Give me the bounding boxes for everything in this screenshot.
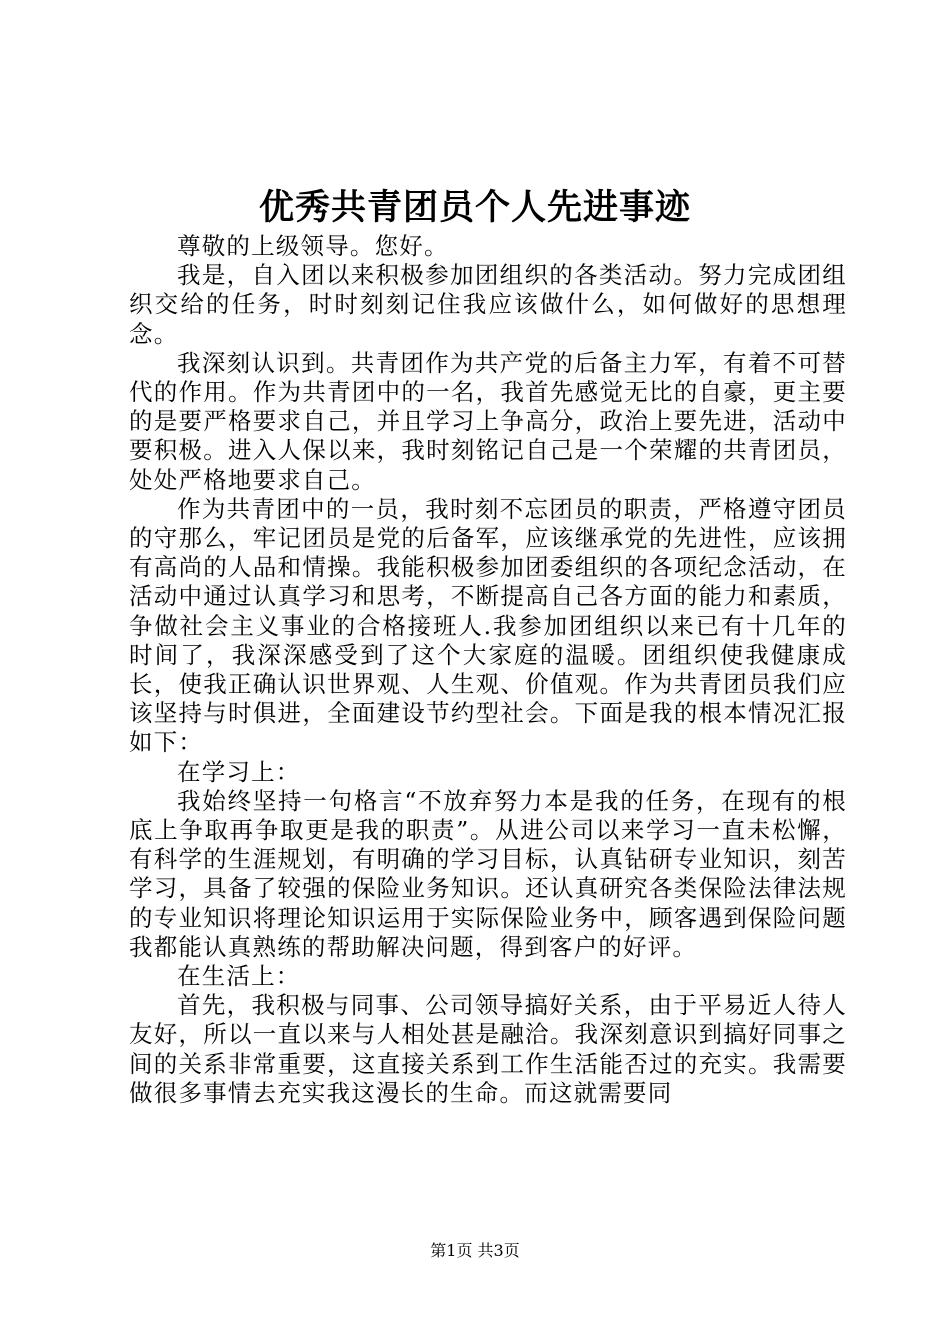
- page-number-footer: 第1页 共3页: [430, 1241, 520, 1260]
- paragraph-greeting: 尊敬的上级领导。您好。: [177, 232, 449, 260]
- document-body: [129, 232, 847, 1108]
- document-title: 优秀共青团员个人先进事迹: [258, 187, 691, 228]
- section-heading-life: 在生活上：: [177, 962, 301, 991]
- paragraph-intro: 我是，自入团以来积极参加团组织的各类活动。努力完成团组织交给的任务，时时刻刻记住我应该做什么，如何做好的思想理念。: [129, 261, 847, 348]
- paragraph-duties: 作为共青团中的一员，我时刻不忘团员的职责，严格遵守团员的守那么，牢记团员是党的后备军，应该继承党的先进性，应该拥有高尚的人品和情操。我能积极参加团委组织的各项纪念活动，在活动中通过认真学习和思考，不断提高自己各方面的能力和素质，争做社会主义事业的合格接班人.我参加团组织以来已有十几年的时间了，我深深感受到了这个大家庭的温暖。团组织使我健康成长，使我正确认识世界观、人生观、价值观。作为共青团员我们应该坚持与时俱进，全面建设节约型社会。下面是我的根本情况汇报如下：: [129, 494, 847, 757]
- paragraph-understanding: 我深刻认识到。共青团作为共产党的后备主力军，有着不可替代的作用。作为共青团中的一名，我首先感觉无比的自豪，更主要的是要严格要求自己，并且学习上争高分，政治上要先进，活动中要积极。进入人保以来，我时刻铭记自己是一个荣耀的共青团员，处处严格地要求自己。: [129, 348, 847, 494]
- paragraph-study: 我始终坚持一句格言“不放弃努力本是我的任务，在现有的根底上争取再争取更是我的职责”。从进公司以来学习一直未松懈，有科学的生涯规划，有明确的学习目标，认真钻研专业知识，刻苦学习，具备了较强的保险业务知识。还认真研究各类保险法律法规的专业知识将理论知识运用于实际保险业务中，顾客遇到保险问题我都能认真熟练的帮助解决问题，得到客户的好评。: [129, 786, 847, 961]
- section-heading-study: 在学习上：: [177, 757, 301, 786]
- paragraph-life: 首先，我积极与同事、公司领导搞好关系，由于平易近人待人友好，所以一直以来与人相处甚是融洽。我深刻意识到搞好同事之间的关系非常重要，这直接关系到工作生活能否过的充实。我需要做很多事情去充实我这漫长的生命。而这就需要同: [129, 991, 847, 1107]
